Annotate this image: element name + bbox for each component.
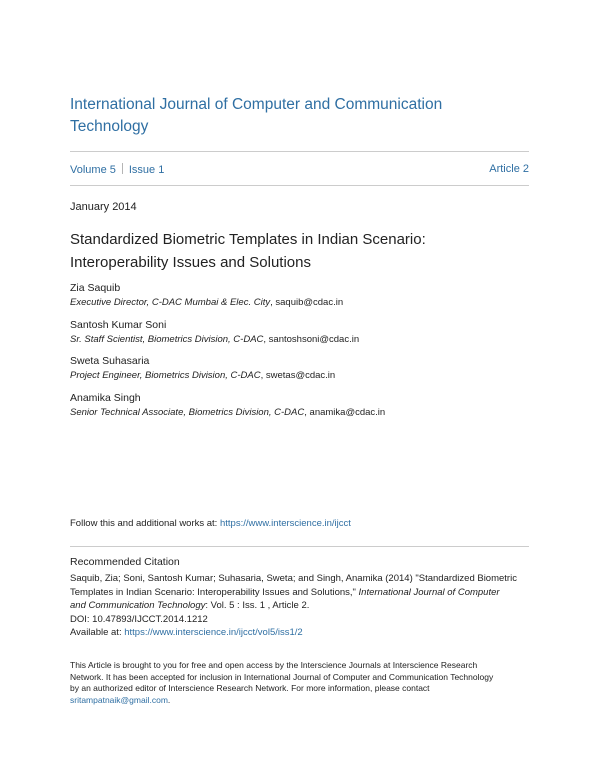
publication-date: January 2014 [70,201,137,213]
author-role: Sr. Staff Scientist, Biometrics Division, C-DAC [70,334,264,345]
journal-title-line2[interactable]: Technology [70,118,149,135]
author-email: swetas@cdac.in [265,370,336,381]
follow-line [70,518,351,529]
citation-text: Templates in Indian Scenario: Interoperability Issues and Solutions," [70,586,359,598]
author-affiliation: Senior Technical Associate, Biometrics Division, C-DAC, anamika@cdac.in [70,407,386,418]
available-link[interactable]: https://www.interscience.in/ijcct/vol5/iss1/2 [124,627,303,638]
author-email: santoshsoni@cdac.in [268,334,360,345]
author-role: Senior Technical Associate, Biometrics Division, C-DAC [70,407,305,418]
available-label: Available at: [70,627,125,638]
author-name: Santosh Kumar Soni [70,319,167,331]
author-role: Executive Director, C-DAC Mumbai & Elec. City [70,297,271,308]
author-block [70,392,385,418]
author-affiliation: Sr. Staff Scientist, Biometrics Division, C-DAC, santoshsoni@cdac.in [70,334,360,345]
follow-text: Follow this and additional works at: [70,518,220,529]
citation-available [70,626,530,640]
issue-link[interactable]: Issue 1 [128,164,165,176]
article-title [70,228,510,274]
divider-bottom [70,185,529,186]
author-block [70,319,359,345]
author-name: Zia Saquib [70,282,121,294]
article-link[interactable]: Article 2 [489,163,529,175]
issue-separator [122,163,123,174]
citation-line: Saquib, Zia; Soni, Santosh Kumar; Suhasaria, Sweta; and Singh, Anamika (2014) "Standardized Biometric [70,573,517,584]
volume-link[interactable]: Volume 5 [70,164,116,176]
citation-text: : Vol. 5 : Iss. 1 , Article 2. [205,600,310,611]
author-affiliation: Project Engineer, Biometrics Division, C-DAC, swetas@cdac.in [70,370,336,381]
divider-top [70,151,529,152]
citation-line [70,586,530,600]
journal-title-line1[interactable]: International Journal of Computer and Communication [70,96,443,113]
citation-doi: DOI: 10.47893/IJCCT.2014.1212 [70,613,208,625]
citation-body [70,572,530,640]
journal-title[interactable] [70,94,490,138]
footer-line [70,695,540,707]
author-role: Project Engineer, Biometrics Division, C-DAC [70,370,261,381]
citation-line [70,599,530,613]
author-block [70,282,343,308]
footer-line: This Article is brought to you for free and open access by the Interscience Journals at Interscience Research [70,660,478,670]
author-name: Anamika Singh [70,392,141,404]
footer-suffix: . [167,694,171,705]
divider-citation [70,546,529,547]
contact-email-link[interactable]: sritampatnaik@gmail.com [70,694,168,705]
footer-line: Network. It has been accepted for inclusion in International Journal of Computer and Communication Technology [70,671,494,682]
author-block [70,355,335,381]
article-title-line2: Interoperability Issues and Solutions [70,254,311,271]
follow-link[interactable]: https://www.interscience.in/ijcct [219,518,351,529]
author-name: Sweta Suhasaria [70,355,150,367]
author-affiliation: Executive Director, C-DAC Mumbai & Elec. City, saquib@cdac.in [70,297,344,308]
citation-heading: Recommended Citation [70,556,180,568]
citation-journal: and Communication Technology [70,600,206,611]
issue-row [70,163,529,176]
footer-notice [70,660,540,706]
author-email: anamika@cdac.in [309,407,386,418]
footer-line: by an authorized editor of Interscience Research Network. For more information, please contact [70,683,430,693]
author-email: saquib@cdac.in [275,297,344,308]
article-title-line1: Standardized Biometric Templates in Indian Scenario: [70,231,426,248]
citation-journal: International Journal of Computer [358,586,500,598]
